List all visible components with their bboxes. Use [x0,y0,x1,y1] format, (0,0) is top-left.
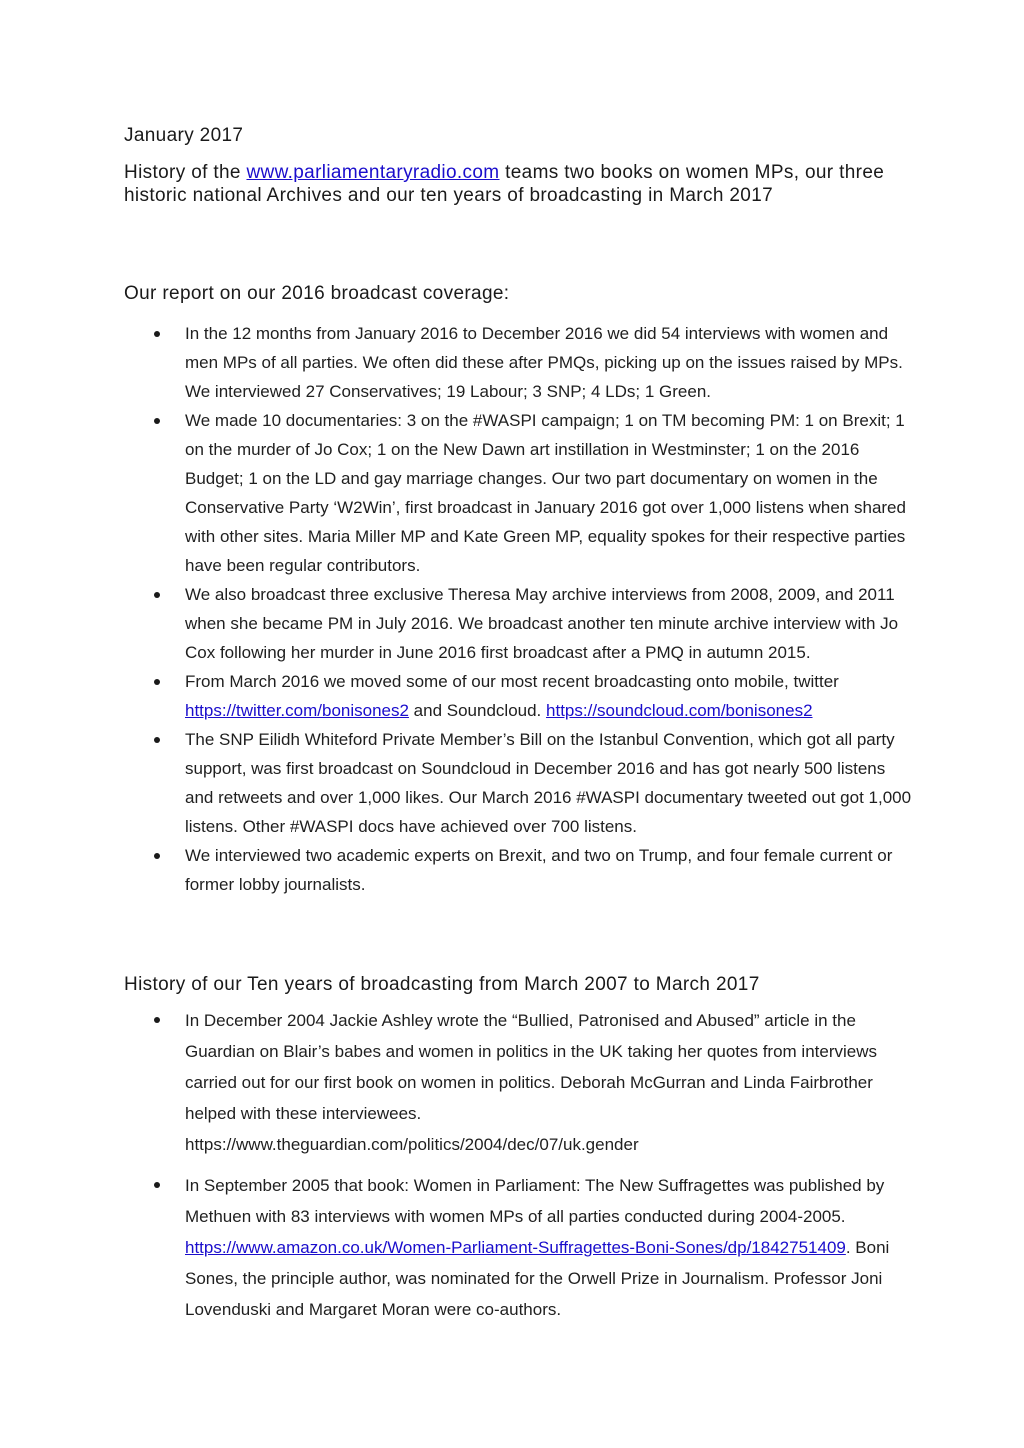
parliamentary-radio-link[interactable]: www.parliamentaryradio.com [246,162,500,183]
bullet-icon [154,418,160,424]
title-suffix: teams two books on women MPs, our three historic national Archives and our ten years of broadcasting in March 2017 [124,162,885,206]
bullet-icon [154,1017,160,1023]
guardian-url-text: https://www.theguardian.com/politics/2004/dec/07/uk.gender [185,1135,639,1154]
bullet-icon [154,679,160,685]
list-item [154,406,914,580]
list-item-text: We made 10 documentaries: 3 on the #WASPI campaign; 1 on TM becoming PM: 1 on Brexit; 1 on the murder of Jo Cox; 1 on the New Dawn art instillation in Westminster; 1 on the 2016 Budget; 1 on the LD and gay marriage changes. Our two part documentary on women in the Conservative Party ‘W2Win’, first broadcast in January 2016 got over 1,000 listens when shared with other sites. Maria Miller MP and Kate Green MP, equality spokes for their respective parties have been regular contributors. [185,411,906,575]
list-item-text: We interviewed two academic experts on Brexit, and two on Trump, and four female current or former lobby journalists. [185,846,893,894]
amazon-book-link[interactable]: https://www.amazon.co.uk/Women-Parliament-Suffragettes-Boni-Sones/dp/1842751409 [185,1238,846,1257]
history-heading: History of our Ten years of broadcasting from March 2007 to March 2017 [124,974,760,995]
list-item [154,580,914,667]
list-item-text: . Boni Sones, the principle author, was nominated for the Orwell Prize in Journalism. Professor Joni Lovenduski and Margaret Moran were co-authors. [185,1238,890,1319]
list-item [154,667,914,725]
bullet-icon [154,737,160,743]
bullet-icon [154,853,160,859]
list-item-text: We also broadcast three exclusive Theresa May archive interviews from 2008, 2009, and 2011 when she became PM in July 2016. We broadcast another ten minute archive interview with Jo Cox following her murder in June 2016 first broadcast after a PMQ in autumn 2015. [185,585,899,662]
bullet-icon [154,592,160,598]
list-item [154,725,914,841]
list-item-text: and Soundcloud. [408,701,547,720]
report-bullet-list [154,319,914,899]
list-item-text: In December 2004 Jackie Ashley wrote the “Bullied, Patronised and Abused” article in the Guardian on Blair’s babes and women in politics in the UK taking her quotes from interviews carried out for our first book on women in politics. Deborah McGurran and Linda Fairbrother helped with these interviewees. [185,1011,878,1123]
soundcloud-link[interactable]: https://soundcloud.com/bonisones2 [546,701,813,720]
list-item [154,1170,914,1325]
bullet-icon [154,331,160,337]
twitter-link[interactable]: https://twitter.com/bonisones2 [185,701,409,720]
list-item-text: In the 12 months from January 2016 to December 2016 we did 54 interviews with women and men MPs of all parties. We often did these after PMQs, picking up on the issues raised by MPs. We interviewed 27 Conservatives; 19 Labour; 3 SNP; 4 LDs; 1 Green. [185,324,903,401]
document-title [124,161,924,207]
history-bullet-list [154,1005,914,1325]
list-item [154,319,914,406]
list-item-text: In September 2005 that book: Women in Parliament: The New Suffragettes was published by Methuen with 83 interviews with women MPs of all parties conducted during 2004-2005. [185,1176,885,1226]
list-item-text: From March 2016 we moved some of our most recent broadcasting onto mobile, twitter [185,672,839,691]
list-item-text: The SNP Eilidh Whiteford Private Member’s Bill on the Istanbul Convention, which got all party support, was first broadcast on Soundcloud in December 2016 and has got nearly 500 listens and retweets and over 1,000 likes. Our March 2016 #WASPI documentary tweeted out got 1,000 listens. Other #WASPI docs have achieved over 700 listens. [185,730,912,836]
document-date: January 2017 [124,125,244,146]
report-heading: Our report on our 2016 broadcast coverage: [124,283,510,304]
list-item [154,1005,914,1160]
bullet-icon [154,1182,160,1188]
title-prefix: History of the [124,162,247,183]
list-item [154,841,914,899]
